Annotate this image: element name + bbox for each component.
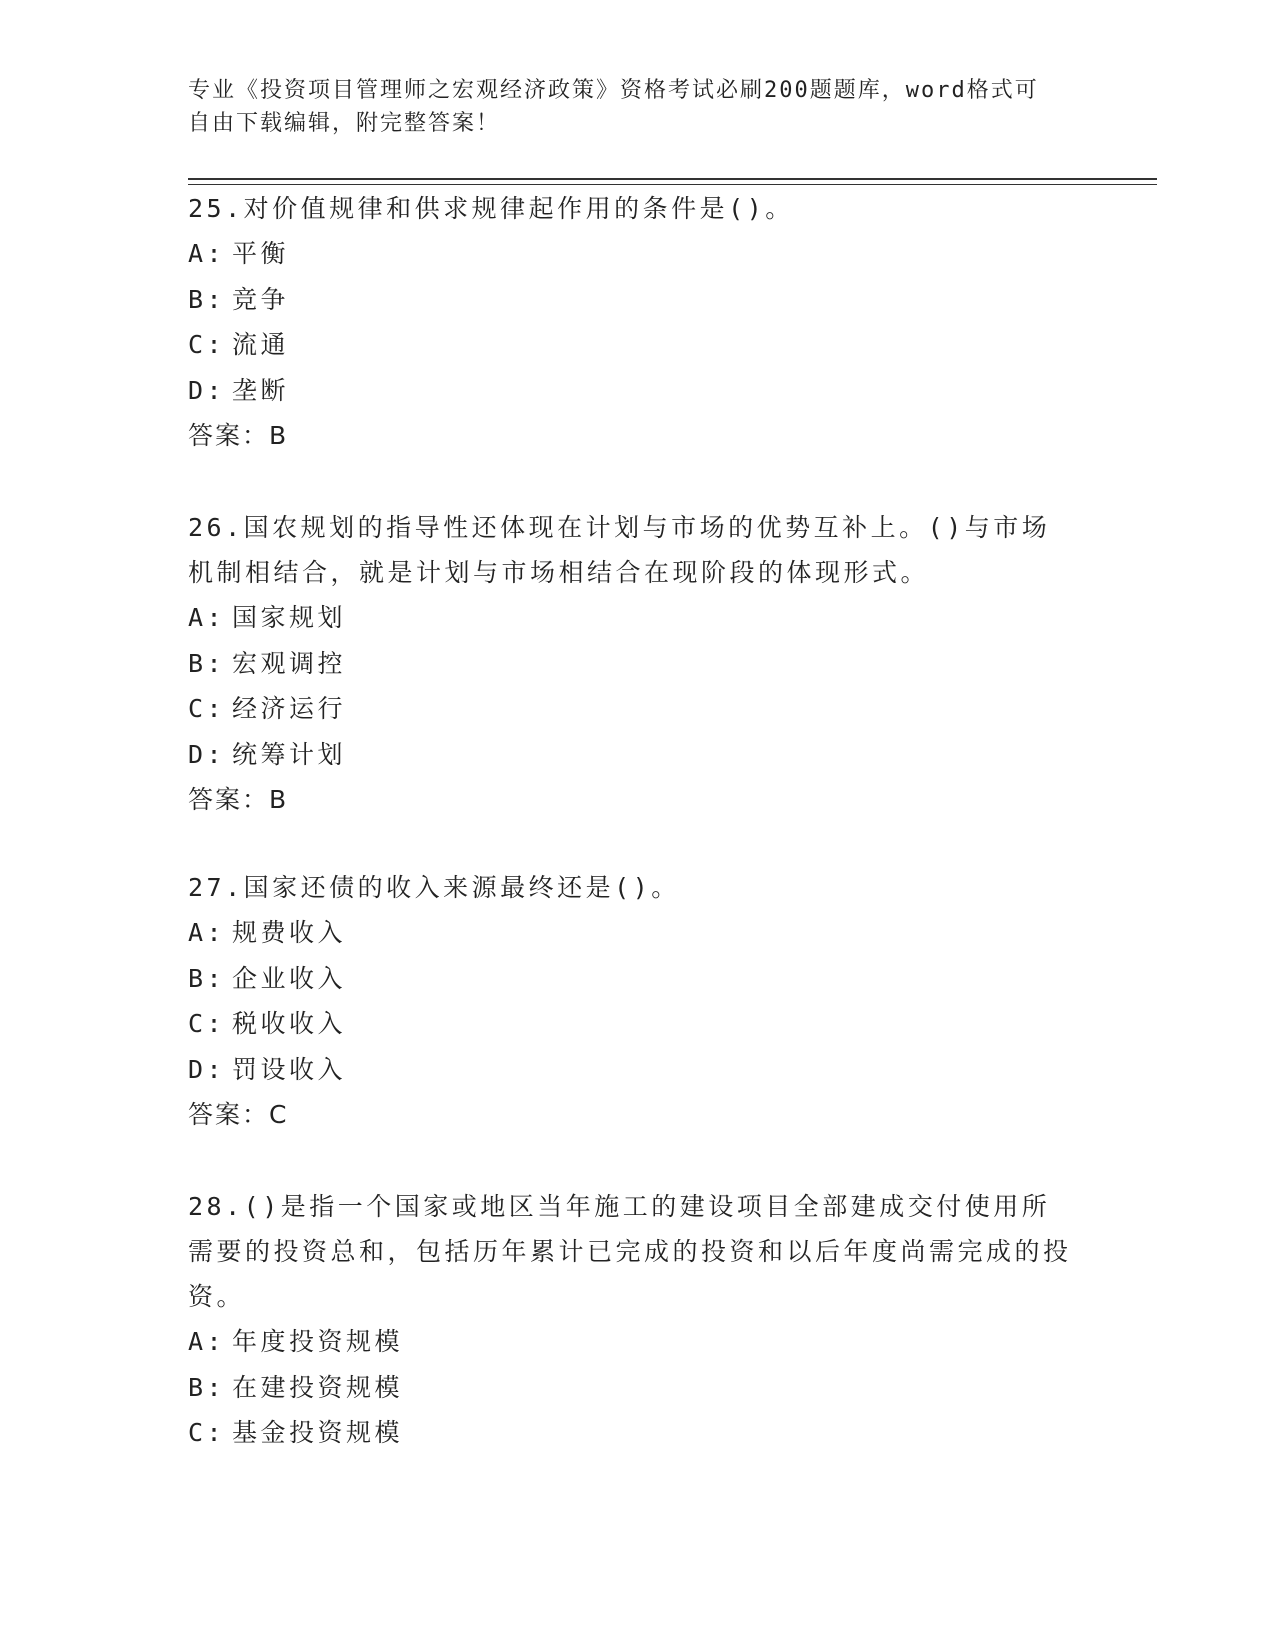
question-28 [188,1184,1078,1456]
document-header [188,74,1068,140]
option-c [188,1001,1078,1047]
option-text: 国家规划 [232,603,347,632]
option-letter: B: [188,648,226,678]
option-text: 竞争 [232,284,290,314]
header-divider-thick [188,178,1157,180]
header-line-2: 自由下载编辑，附完整答案！ [188,111,501,136]
option-text: 流通 [232,330,290,359]
option-letter: B: [188,284,226,314]
option-letter: D: [188,1054,226,1084]
option-letter: C: [188,330,226,359]
question-stem: 26.国农规划的指导性还体现在计划与市场的优势互补上。()与市场机制相结合，就是计划与市场相结合在现阶段的体现形式。 [188,513,1051,587]
option-text: 在建投资规模 [232,1372,404,1402]
option-letter: C: [188,1418,226,1447]
question-27 [188,865,1078,1137]
answer-line: 答案：C [188,1100,289,1129]
option-a [188,1319,1078,1365]
option-letter: D: [188,375,226,405]
option-b [188,277,1078,323]
option-c [188,322,1078,368]
option-letter: B: [188,1372,226,1402]
option-text: 平衡 [232,239,290,268]
option-text: 统筹计划 [232,739,347,769]
answer-line: 答案：B [188,421,289,450]
option-d [188,732,1078,778]
header-divider-thin [188,184,1157,185]
option-c [188,1410,1078,1456]
option-letter: A: [188,1327,226,1356]
option-letter: C: [188,694,226,723]
option-letter: A: [188,918,226,947]
option-text: 年度投资规模 [232,1327,404,1356]
option-letter: A: [188,239,226,268]
option-a [188,910,1078,956]
question-stem: 25.对价值规律和供求规律起作用的条件是()。 [188,194,794,223]
option-text: 税收收入 [232,1009,347,1038]
option-d [188,1047,1078,1093]
option-letter: A: [188,603,226,632]
option-d [188,368,1078,414]
option-letter: B: [188,963,226,993]
option-text: 垄断 [232,375,290,405]
option-c [188,686,1078,732]
option-text: 规费收入 [232,918,347,947]
question-25 [188,186,1078,458]
option-b [188,956,1078,1002]
option-text: 基金投资规模 [232,1418,404,1447]
option-a [188,231,1078,277]
option-text: 企业收入 [232,963,347,993]
option-a [188,595,1078,641]
option-text: 罚设收入 [232,1054,347,1084]
option-text: 经济运行 [232,694,347,723]
question-stem: 27.国家还债的收入来源最终还是()。 [188,873,680,902]
option-letter: D: [188,739,226,769]
question-stem: 28.()是指一个国家或地区当年施工的建设项目全部建成交付使用所需要的投资总和，包括历年累计已完成的投资和以后年度尚需完成的投资。 [188,1192,1072,1311]
question-26 [188,505,1078,822]
option-b [188,1365,1078,1411]
header-line-1: 专业《投资项目管理师之宏观经济政策》资格考试必刷200题题库，word格式可 [188,78,1039,103]
answer-line: 答案：B [188,785,289,814]
option-b [188,641,1078,687]
option-letter: C: [188,1009,226,1038]
option-text: 宏观调控 [232,648,347,678]
